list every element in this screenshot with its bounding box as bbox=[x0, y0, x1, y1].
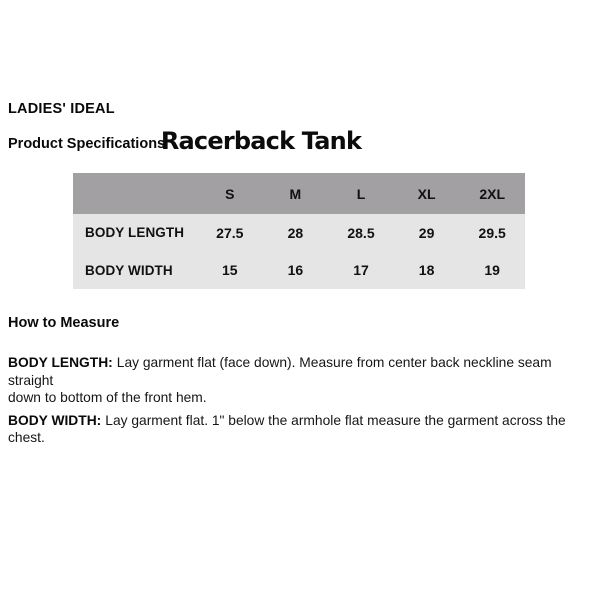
size-table-header-row bbox=[73, 173, 525, 214]
instruction-text-body-length-line1: Lay garment flat (face down). Measure from center back neckline seam straight bbox=[8, 355, 552, 388]
how-to-measure-heading: How to Measure bbox=[8, 315, 120, 331]
body-length-value-m: 28 bbox=[287, 224, 304, 241]
size-column-header-l: L bbox=[356, 185, 366, 202]
measure-instructions bbox=[8, 354, 596, 452]
instruction-body-length bbox=[8, 354, 596, 407]
body-length-value-xl: 29 bbox=[418, 224, 435, 241]
body-length-value-s: 27.5 bbox=[216, 224, 244, 241]
section-label: Product Specifications bbox=[8, 136, 166, 152]
instruction-label-body-width: BODY WIDTH: bbox=[8, 412, 102, 428]
body-width-value-m: 16 bbox=[287, 262, 304, 278]
table-row-body-length bbox=[73, 214, 525, 251]
body-width-value-l: 17 bbox=[353, 262, 369, 278]
size-column-header-m: M bbox=[289, 185, 302, 202]
body-width-value-2xl: 19 bbox=[484, 262, 500, 278]
instruction-text-body-length-line2: down to bottom of the front hem. bbox=[8, 390, 207, 405]
instruction-label-body-length: BODY LENGTH: bbox=[8, 355, 113, 370]
body-length-value-l: 28.5 bbox=[347, 224, 375, 241]
size-column-header-xl: XL bbox=[417, 185, 436, 202]
brand-text: LADIES' IDEAL bbox=[8, 101, 115, 117]
size-spec-table bbox=[73, 173, 525, 289]
table-row-body-width bbox=[73, 251, 525, 289]
instruction-text-body-width-line1: Lay garment flat. 1" below the armhole flat measure the garment across the chest. bbox=[8, 412, 566, 445]
size-column-header-s: S bbox=[225, 185, 235, 202]
body-width-value-s: 15 bbox=[222, 262, 238, 278]
row-label-body-width: BODY WIDTH bbox=[85, 262, 173, 278]
product-title: Racerback Tank bbox=[160, 127, 362, 155]
size-column-header-2xl: 2XL bbox=[479, 185, 506, 202]
row-label-body-length: BODY LENGTH bbox=[85, 225, 185, 240]
instruction-body-width bbox=[8, 412, 596, 447]
body-width-value-xl: 18 bbox=[418, 262, 435, 278]
body-length-value-2xl: 29.5 bbox=[478, 224, 506, 241]
